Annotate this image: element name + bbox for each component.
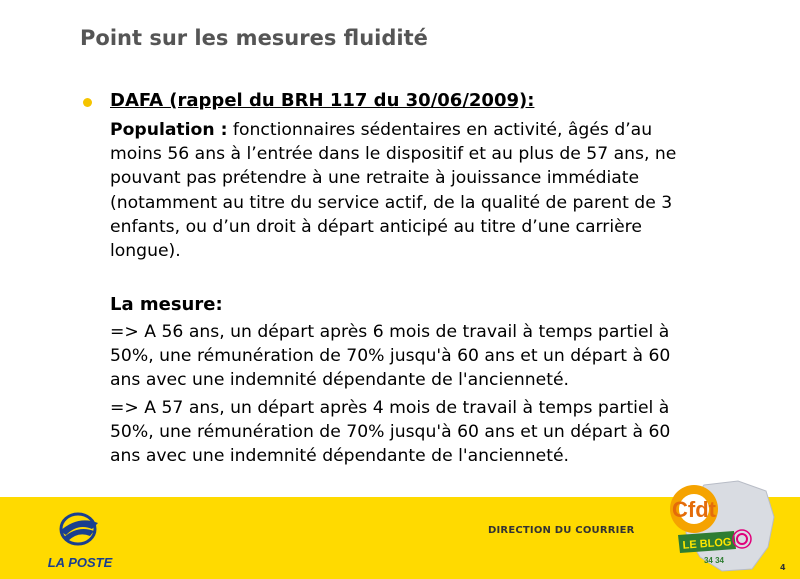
footer-band (0, 497, 800, 579)
mesure-item-56 (110, 320, 780, 393)
population-label: Population : (110, 120, 228, 140)
slide-title: Point sur les mesures fluidité (80, 26, 428, 50)
mesure-item-57 (110, 396, 780, 469)
dafa-heading: DAFA (rappel du BRH 117 du 30/06/2009): (110, 90, 535, 111)
footer-department: DIRECTION DU COURRIER (488, 525, 635, 536)
cfdt-blog-logo (656, 477, 780, 575)
mesure-57-line-0: => A 57 ans, un départ après 4 mois de travail à temps partiel à (110, 398, 670, 418)
population-paragraph (110, 118, 780, 263)
population-line-5: longue). (110, 241, 181, 262)
svg-text:LE BLOG: LE BLOG (682, 536, 732, 552)
svg-text:Cfdt: Cfdt (672, 497, 716, 522)
population-line-1: moins 56 ans à l’entrée dans le dispositif et au plus de 57 ans, ne (110, 144, 677, 165)
page-number: 4 (780, 563, 786, 572)
mesure-56-line-0: => A 56 ans, un départ après 6 mois de travail à temps partiel à (110, 322, 670, 342)
population-line-2: pouvant pas prétendre à une retraite à jouissance immédiate (110, 168, 640, 189)
population-line-0: Population : fonctionnaires sédentaires en activité, âgés d’au (110, 120, 653, 140)
svg-text:34 34: 34 34 (703, 556, 725, 565)
svg-text:LA POSTE: LA POSTE (47, 555, 113, 570)
mesure-56-line-2: ans avec une indemnité dépendante de l'ancienneté. (110, 370, 569, 391)
mesure-57-line-1: 50%, une rémunération de 70% jusqu'à 60 ans et un départ à 60 (110, 422, 671, 443)
la-poste-logo (40, 511, 120, 573)
population-line-3: (notamment au titre du service actif, de la qualité de parent de 3 (110, 192, 673, 213)
bullet-icon (83, 98, 92, 107)
mesure-title: La mesure: (110, 294, 223, 315)
population-line-4: enfants, ou d’un droit à départ anticipé au titre d’une carrière (110, 216, 642, 237)
mesure-57-line-2: ans avec une indemnité dépendante de l'ancienneté. (110, 446, 569, 467)
mesure-56-line-1: 50%, une rémunération de 70% jusqu'à 60 ans et un départ à 60 (110, 346, 671, 367)
